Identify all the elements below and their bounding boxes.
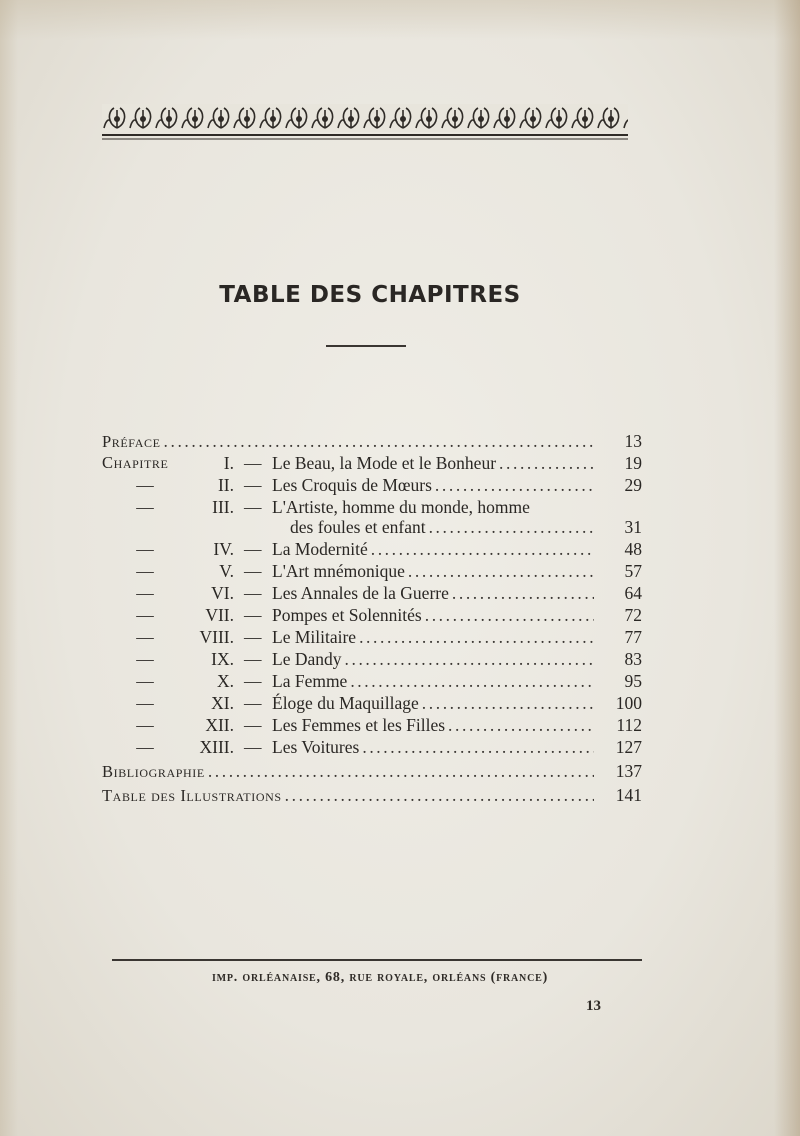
palmette-dot (479, 117, 483, 121)
leader-dots (499, 452, 594, 474)
palmette-dot (271, 117, 275, 121)
chapter-title: Pompes et Solennités (272, 605, 422, 625)
ditto-dash: — (136, 671, 154, 691)
palmette-dot (453, 117, 457, 121)
leader-dots (408, 560, 594, 582)
toc-entry-chapter-13 (272, 736, 594, 758)
toc-entry-chapter-2 (272, 474, 594, 496)
toc-entry-chapter-11 (272, 692, 594, 714)
palmette-dot (193, 117, 197, 121)
palmette-dot (349, 117, 353, 121)
toc-row-chapter-11 (102, 692, 642, 714)
ditto-dash: — (136, 561, 154, 581)
illustrations-label: Table des Illustrations (102, 786, 282, 805)
leader-dots (350, 670, 594, 692)
palmette-dot (219, 117, 223, 121)
title-underline (326, 345, 406, 347)
chapter-numeral: V. (219, 561, 234, 581)
palmette-dot (583, 117, 587, 121)
ditto-dash: — (136, 475, 154, 495)
chapter-page: 19 (624, 453, 642, 473)
leader-dots (208, 760, 594, 782)
chapter-title: Le Militaire (272, 627, 357, 647)
chapter-title: Les Annales de la Guerre (272, 583, 449, 603)
page-title: TABLE DES CHAPITRES (219, 282, 521, 308)
palmette-dot (375, 117, 379, 121)
paper-aging-right (774, 0, 800, 1136)
chapter-separator: — (244, 649, 262, 669)
chapter-page: 127 (615, 737, 642, 757)
ditto-dash: — (136, 649, 154, 669)
chapter-page: 29 (624, 475, 642, 495)
chapter-page: 83 (624, 649, 642, 669)
chapter-numeral: VIII. (199, 627, 234, 647)
chapter-title-line-1: L'Artiste, homme du monde, homme (272, 497, 530, 517)
chapter-numeral: VII. (205, 605, 234, 625)
leader-dots (448, 714, 594, 736)
toc-entry-chapter-3-line-2 (290, 516, 594, 538)
palmette-dot (141, 117, 145, 121)
ditto-dash: — (136, 539, 154, 559)
chapter-numeral: XIII. (199, 737, 234, 757)
chapter-separator: — (244, 453, 262, 473)
chapter-page: 64 (624, 583, 642, 603)
footer-rule (112, 959, 642, 961)
palmette-dot (115, 117, 119, 121)
leader-dots (359, 626, 594, 648)
toc-row-chapter-10 (102, 670, 642, 692)
chapter-separator: — (244, 627, 262, 647)
printer-imprint: imp. orléanaise, 68, rue royale, orléans (france) (211, 970, 549, 985)
toc-entry-chapter-5 (272, 560, 594, 582)
chapter-title-line-2: des foules et enfant (290, 517, 426, 537)
toc-entry-chapter-6 (272, 582, 594, 604)
leader-dots (164, 430, 595, 452)
chapter-numeral: XII. (205, 715, 234, 735)
illustrations-page: 141 (615, 785, 642, 805)
chapter-title: Le Beau, la Mode et le Bonheur (272, 453, 497, 473)
chapter-title: Les Voitures (272, 737, 360, 757)
toc-entry-chapter-1 (272, 452, 594, 474)
chapter-numeral: IV. (213, 539, 234, 559)
chapter-separator: — (244, 475, 262, 495)
toc-row-chapter-6 (102, 582, 642, 604)
chapter-page: 31 (624, 517, 642, 537)
ditto-dash: — (136, 715, 154, 735)
toc-row-chapter-4 (102, 538, 642, 560)
chapter-numeral: IX. (211, 649, 234, 669)
chapter-page: 95 (624, 671, 642, 691)
leader-dots (285, 784, 594, 806)
chapter-page: 112 (616, 715, 642, 735)
chapter-numeral: X. (216, 671, 234, 691)
leader-dots (429, 516, 594, 538)
toc-entry-chapter-9 (272, 648, 594, 670)
toc-row-chapter-8 (102, 626, 642, 648)
palmette-dot (531, 117, 535, 121)
preface-page: 13 (624, 431, 642, 451)
chapter-numeral: II. (217, 475, 234, 495)
chapter-word: Chapitre (102, 453, 169, 472)
paper-aging-left (0, 0, 18, 1136)
toc-row-chapter-12 (102, 714, 642, 736)
palmette-dot (427, 117, 431, 121)
chapter-numeral: I. (223, 453, 234, 473)
paper-aging-top (0, 0, 800, 40)
ditto-dash: — (136, 605, 154, 625)
leader-dots (422, 692, 594, 714)
toc-row-chapter-9 (102, 648, 642, 670)
palmette-dot (323, 117, 327, 121)
chapter-title: La Femme (272, 671, 348, 691)
chapter-separator: — (244, 715, 262, 735)
table-of-contents (102, 430, 642, 806)
chapter-separator: — (244, 583, 262, 603)
toc-entry-preface (102, 430, 594, 453)
toc-entry-chapter-10 (272, 670, 594, 692)
toc-entry-illustrations (102, 784, 594, 807)
toc-entry-chapter-8 (272, 626, 594, 648)
preface-label: Préface (102, 432, 161, 451)
chapter-numeral: III. (212, 497, 234, 517)
chapter-separator: — (244, 497, 262, 517)
chapter-page: 72 (624, 605, 642, 625)
toc-row-illustrations (102, 784, 642, 806)
bibliography-page: 137 (615, 761, 642, 781)
ditto-dash: — (136, 737, 154, 757)
signature-number: 13 (586, 998, 601, 1014)
toc-row-bibliography (102, 760, 642, 782)
leader-dots (452, 582, 594, 604)
chapter-page: 57 (624, 561, 642, 581)
palmette-dot (505, 117, 509, 121)
chapter-separator: — (244, 539, 262, 559)
chapter-separator: — (244, 605, 262, 625)
chapter-title: L'Art mnémonique (272, 561, 405, 581)
toc-row-chapter-1 (102, 452, 642, 474)
toc-entry-chapter-4 (272, 538, 594, 560)
chapter-title: Les Croquis de Mœurs (272, 475, 432, 495)
leader-dots (362, 736, 594, 758)
ditto-dash: — (136, 627, 154, 647)
chapter-separator: — (244, 561, 262, 581)
leader-dots (435, 474, 594, 496)
leader-dots (345, 648, 595, 670)
palmette-dot (297, 117, 301, 121)
ditto-dash: — (136, 583, 154, 603)
palmette-dot (401, 117, 405, 121)
ditto-dash: — (136, 497, 154, 517)
palmette-dot (167, 117, 171, 121)
toc-entry-chapter-12 (272, 714, 594, 736)
toc-entry-chapter-7 (272, 604, 594, 626)
toc-row-chapter-7 (102, 604, 642, 626)
palmette-dot (245, 117, 249, 121)
chapter-separator: — (244, 671, 262, 691)
palmette-dot (557, 117, 561, 121)
chapter-page: 77 (624, 627, 642, 647)
decorative-border-ornament (102, 104, 628, 140)
chapter-title: La Modernité (272, 539, 368, 559)
toc-row-chapter-13 (102, 736, 642, 758)
chapter-numeral: VI. (211, 583, 234, 603)
chapter-page: 48 (624, 539, 642, 559)
chapter-title: Le Dandy (272, 649, 342, 669)
chapter-numeral: XI. (211, 693, 234, 713)
chapter-page: 100 (615, 693, 642, 713)
chapter-title: Les Femmes et les Filles (272, 715, 446, 735)
chapter-separator: — (244, 693, 262, 713)
leader-dots (371, 538, 594, 560)
toc-entry-bibliography (102, 760, 594, 783)
toc-row-chapter-3 (102, 496, 642, 538)
toc-row-preface (102, 430, 642, 452)
bibliography-label: Bibliographie (102, 762, 205, 781)
leader-dots (425, 604, 594, 626)
chapter-separator: — (244, 737, 262, 757)
ditto-dash: — (136, 693, 154, 713)
toc-row-chapter-2 (102, 474, 642, 496)
toc-row-chapter-5 (102, 560, 642, 582)
palmette-dot (609, 117, 613, 121)
chapter-title: Éloge du Maquillage (272, 693, 419, 713)
